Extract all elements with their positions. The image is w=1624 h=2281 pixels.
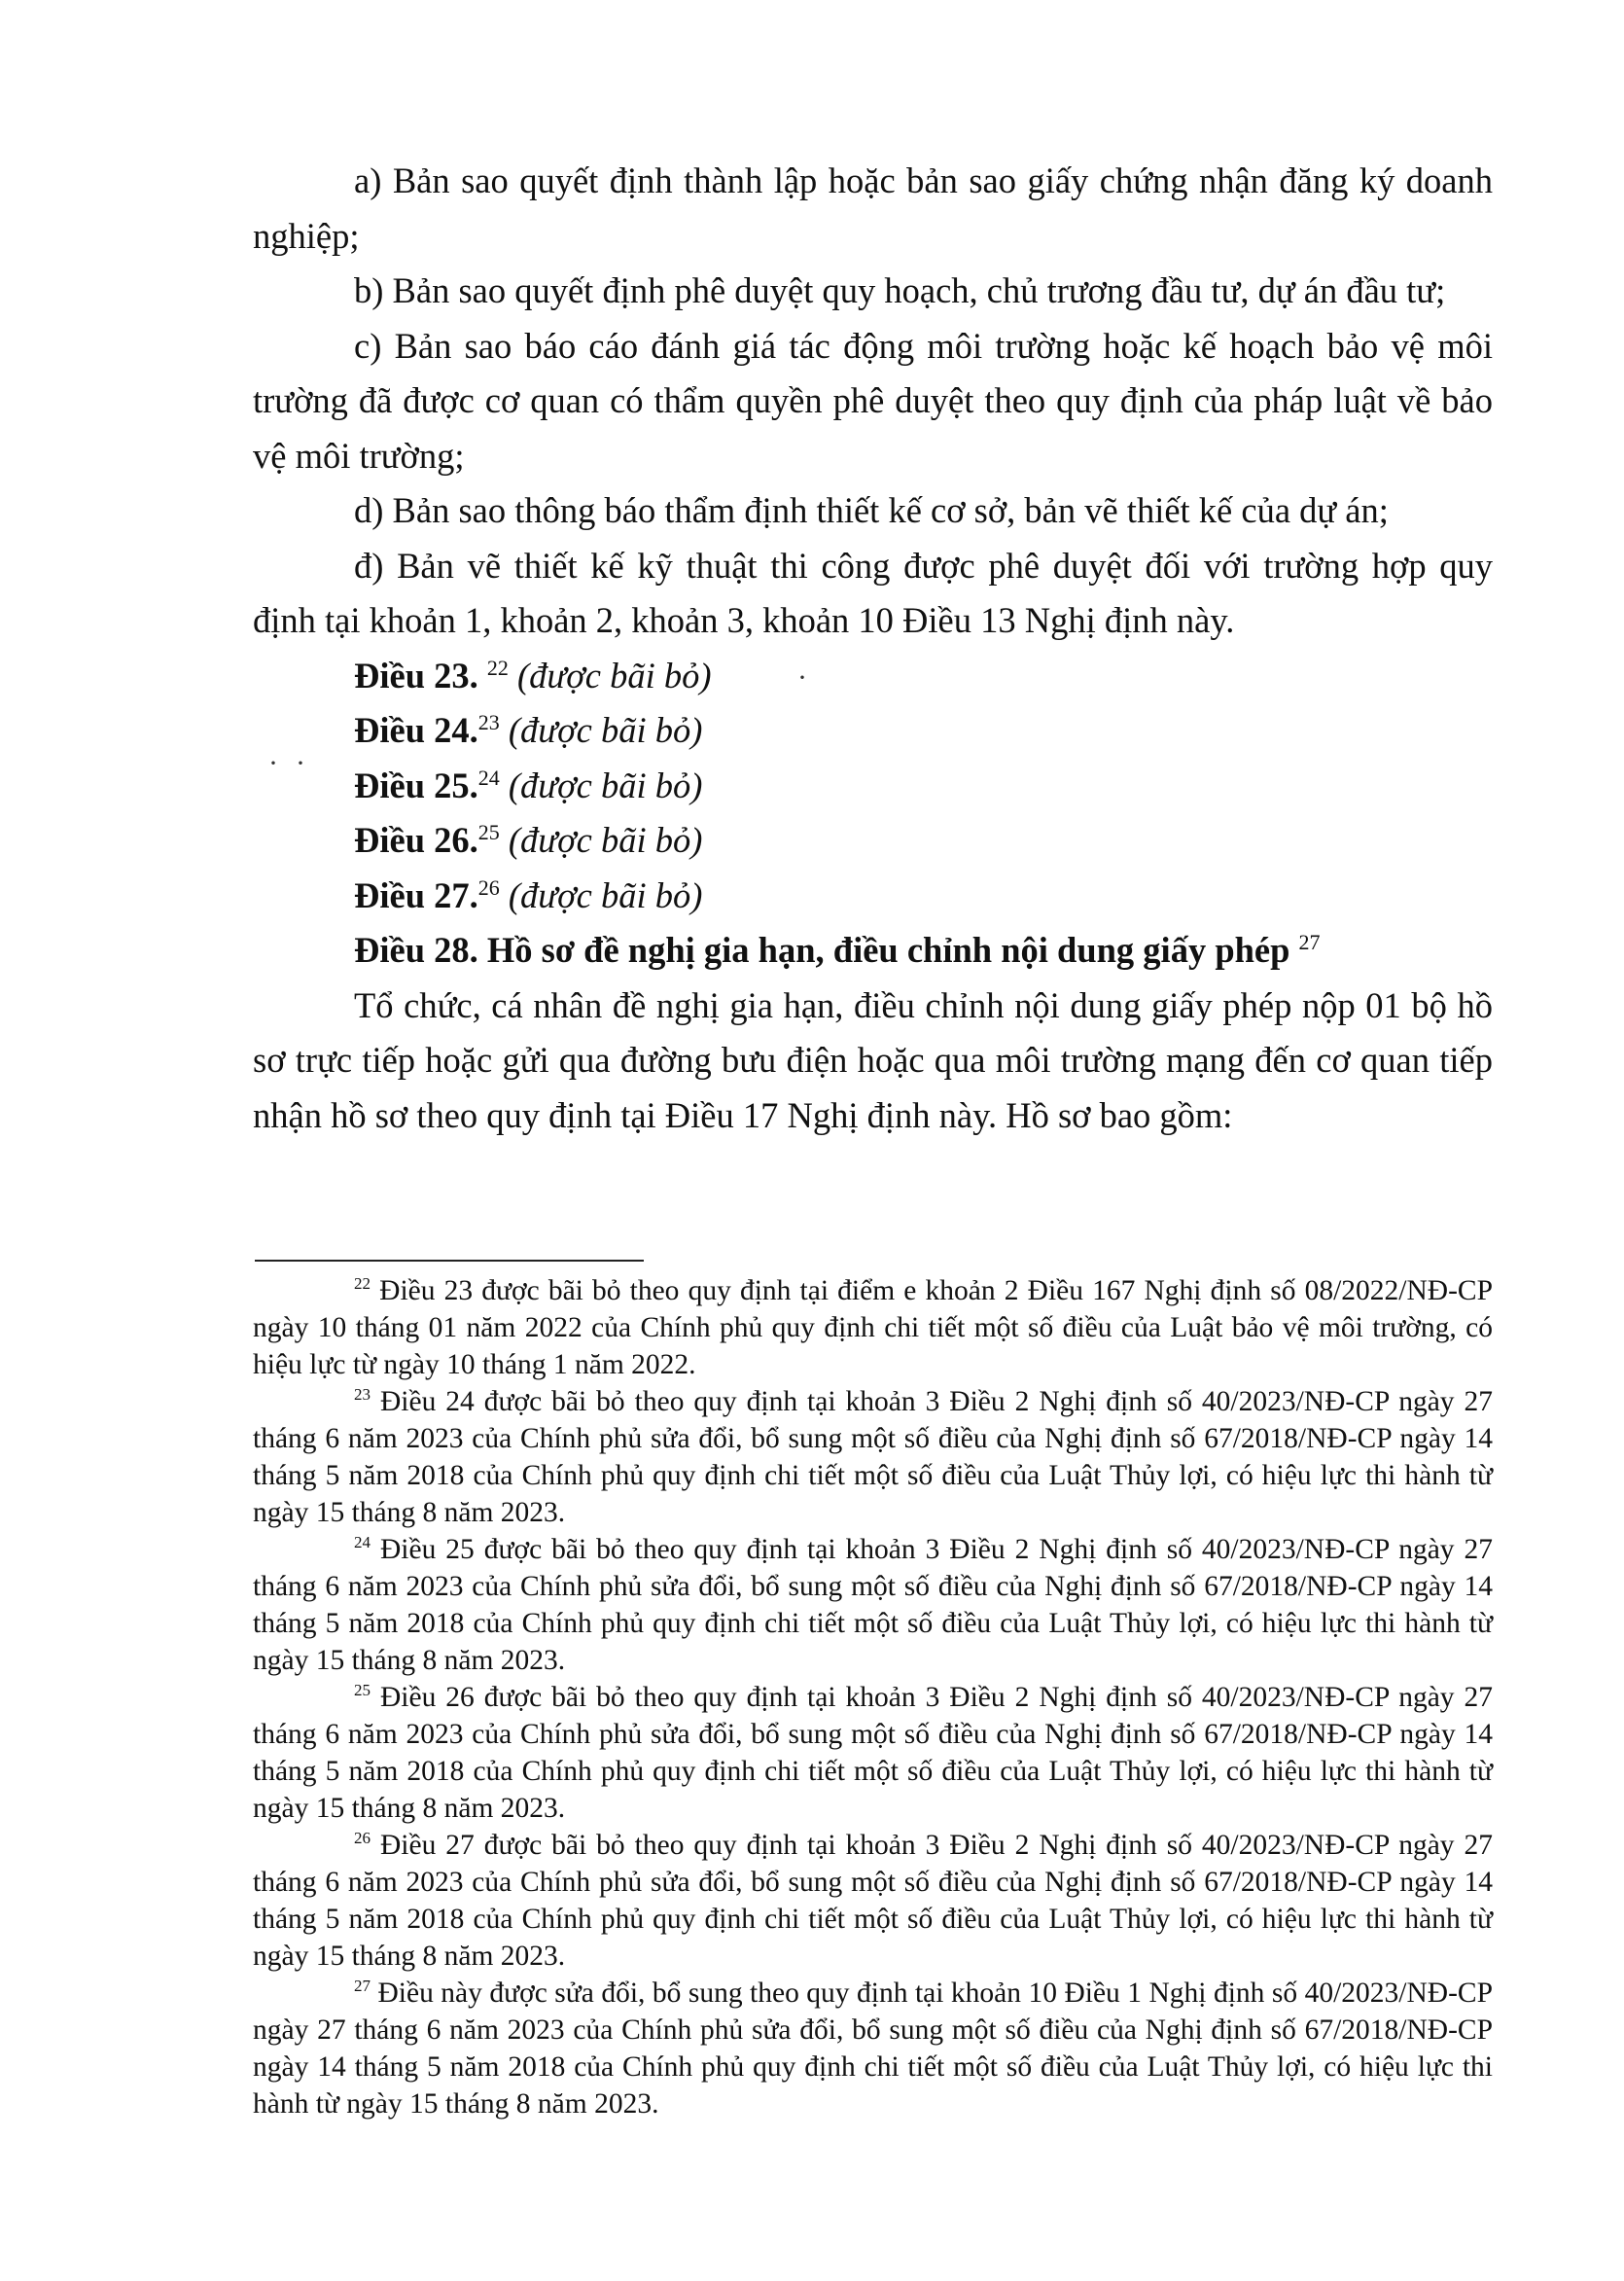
- footnote-text: Điều 27 được bãi bỏ theo quy định tại khoản 3 Điều 2 Nghị định số 40/2023/NĐ-CP ngày 27 tháng 6 năm 2023 của Chính phủ sửa đổi, bổ sung một số điều của Nghị định số 67/2018/NĐ-CP ngày 14 tháng 5 năm 2018 của Chính phủ quy định chi tiết một số điều của Luật Thủy lợi, có hiệu lực thi hành từ ngày 15 tháng 8 năm 2023.: [253, 1830, 1494, 1972]
- repealed-note: (được bãi bỏ): [508, 710, 703, 750]
- footnote-ref: 27: [1298, 929, 1321, 954]
- article-28-heading: [253, 923, 1493, 979]
- item-dd: đ) Bản vẽ thiết kế kỹ thuật thi công được phê duyệt đối với trường hợp quy định tại khoản 1, khoản 2, khoản 3, khoản 10 Điều 13 Nghị định này.: [253, 545, 1493, 640]
- footnote-number: 23: [354, 1385, 371, 1405]
- footnote-26: [253, 1827, 1493, 1975]
- footnotes: [253, 1272, 1493, 2122]
- repealed-note: (được bãi bỏ): [508, 765, 703, 805]
- footnote-number: 24: [354, 1533, 371, 1552]
- footnote-separator: [255, 1260, 644, 1262]
- footnote-text: Điều 24 được bãi bỏ theo quy định tại khoản 3 Điều 2 Nghị định số 40/2023/NĐ-CP ngày 27 tháng 6 năm 2023 của Chính phủ sửa đổi, bổ sung một số điều của Nghị định số 67/2018/NĐ-CP ngày 14 tháng 5 năm 2018 của Chính phủ quy định chi tiết một số điều của Luật Thủy lợi, có hiệu lực thi hành từ ngày 15 tháng 8 năm 2023.: [253, 1386, 1494, 1528]
- article-25: [253, 759, 1493, 814]
- footnote-text: Điều này được sửa đổi, bổ sung theo quy định tại khoản 10 Điều 1 Nghị định số 40/2023/NĐ-CP ngày 27 tháng 6 năm 2023 của Chính phủ sửa đổi, bổ sung một số điều của Nghị định số 67/2018/NĐ-CP ngày 14 tháng 5 năm 2018 của Chính phủ quy định chi tiết một số điều của Luật Thủy lợi, có hiệu lực thi hành từ ngày 15 tháng 8 năm 2023.: [253, 1978, 1493, 2120]
- item-b: b) Bản sao quyết định phê duyệt quy hoạch, chủ trương đầu tư, dự án đầu tư;: [354, 270, 1446, 310]
- footnote-text: Điều 25 được bãi bỏ theo quy định tại khoản 3 Điều 2 Nghị định số 40/2023/NĐ-CP ngày 27 tháng 6 năm 2023 của Chính phủ sửa đổi, bổ sung một số điều của Nghị định số 67/2018/NĐ-CP ngày 14 tháng 5 năm 2018 của Chính phủ quy định chi tiết một số điều của Luật Thủy lợi, có hiệu lực thi hành từ ngày 15 tháng 8 năm 2023.: [253, 1534, 1494, 1676]
- article-label: Điều 27.: [354, 874, 478, 915]
- footnote-number: 26: [354, 1829, 371, 1848]
- footnote-ref: 23: [477, 709, 500, 734]
- article-23: [253, 649, 1493, 704]
- item-a: a) Bản sao quyết định thành lập hoặc bản sao giấy chứng nhận đăng ký doanh nghiệp;: [253, 160, 1493, 256]
- repealed-note: (được bãi bỏ): [517, 655, 712, 695]
- article-27: [253, 869, 1493, 924]
- footnote-23: [253, 1383, 1493, 1531]
- scan-artifact-dot: ·: [797, 661, 807, 694]
- item-d: d) Bản sao thông báo thẩm định thiết kế cơ sở, bản vẽ thiết kế của dự án;: [354, 490, 1389, 530]
- repealed-note: (được bãi bỏ): [508, 874, 703, 915]
- article-28-title: Điều 28. Hồ sơ đề nghị gia hạn, điều chỉnh nội dung giấy phép: [354, 930, 1290, 970]
- scan-artifact-dots: ··: [268, 747, 323, 779]
- footnote-22: [253, 1272, 1493, 1383]
- repealed-note: (được bãi bỏ): [508, 820, 703, 860]
- footnote-text: Điều 23 được bãi bỏ theo quy định tại điểm e khoản 2 Điều 167 Nghị định số 08/2022/NĐ-CP ngày 10 tháng 01 năm 2022 của Chính phủ quy định chi tiết một số điều của Luật bảo vệ môi trường, có hiệu lực từ ngày 10 tháng 1 năm 2022.: [253, 1275, 1493, 1380]
- footnote-ref: 22: [486, 655, 509, 680]
- footnote-text: Điều 26 được bãi bỏ theo quy định tại khoản 3 Điều 2 Nghị định số 40/2023/NĐ-CP ngày 27 tháng 6 năm 2023 của Chính phủ sửa đổi, bổ sung một số điều của Nghị định số 67/2018/NĐ-CP ngày 14 tháng 5 năm 2018 của Chính phủ quy định chi tiết một số điều của Luật Thủy lợi, có hiệu lực thi hành từ ngày 15 tháng 8 năm 2023.: [253, 1682, 1494, 1824]
- article-label: Điều 23.: [354, 655, 478, 695]
- article-label: Điều 25.: [354, 765, 478, 805]
- footnote-25: [253, 1679, 1493, 1827]
- footnote-number: 25: [354, 1681, 371, 1700]
- footnote-27: [253, 1975, 1493, 2122]
- article-24: [253, 703, 1493, 759]
- article-label: Điều 26.: [354, 820, 478, 860]
- footnote-24: [253, 1531, 1493, 1679]
- footnote-number: 27: [354, 1977, 371, 1996]
- article-26: [253, 813, 1493, 869]
- article-label: Điều 24.: [354, 710, 478, 750]
- main-body: [253, 154, 1493, 1143]
- footnote-ref: 25: [477, 819, 500, 844]
- item-c: c) Bản sao báo cáo đánh giá tác động môi trường hoặc kế hoạch bảo vệ môi trường đã được cơ quan có thẩm quyền phê duyệt theo quy định của pháp luật về bảo vệ môi trường;: [253, 325, 1493, 476]
- footnote-ref: 26: [477, 874, 500, 900]
- article-28-body: Tổ chức, cá nhân đề nghị gia hạn, điều chỉnh nội dung giấy phép nộp 01 bộ hồ sơ trực tiếp hoặc gửi qua đường bưu điện hoặc qua môi trường mạng đến cơ quan tiếp nhận hồ sơ theo quy định tại Điều 17 Nghị định này. Hồ sơ bao gồm:: [253, 984, 1493, 1135]
- footnote-number: 22: [354, 1274, 371, 1294]
- footnote-ref: 24: [477, 765, 500, 790]
